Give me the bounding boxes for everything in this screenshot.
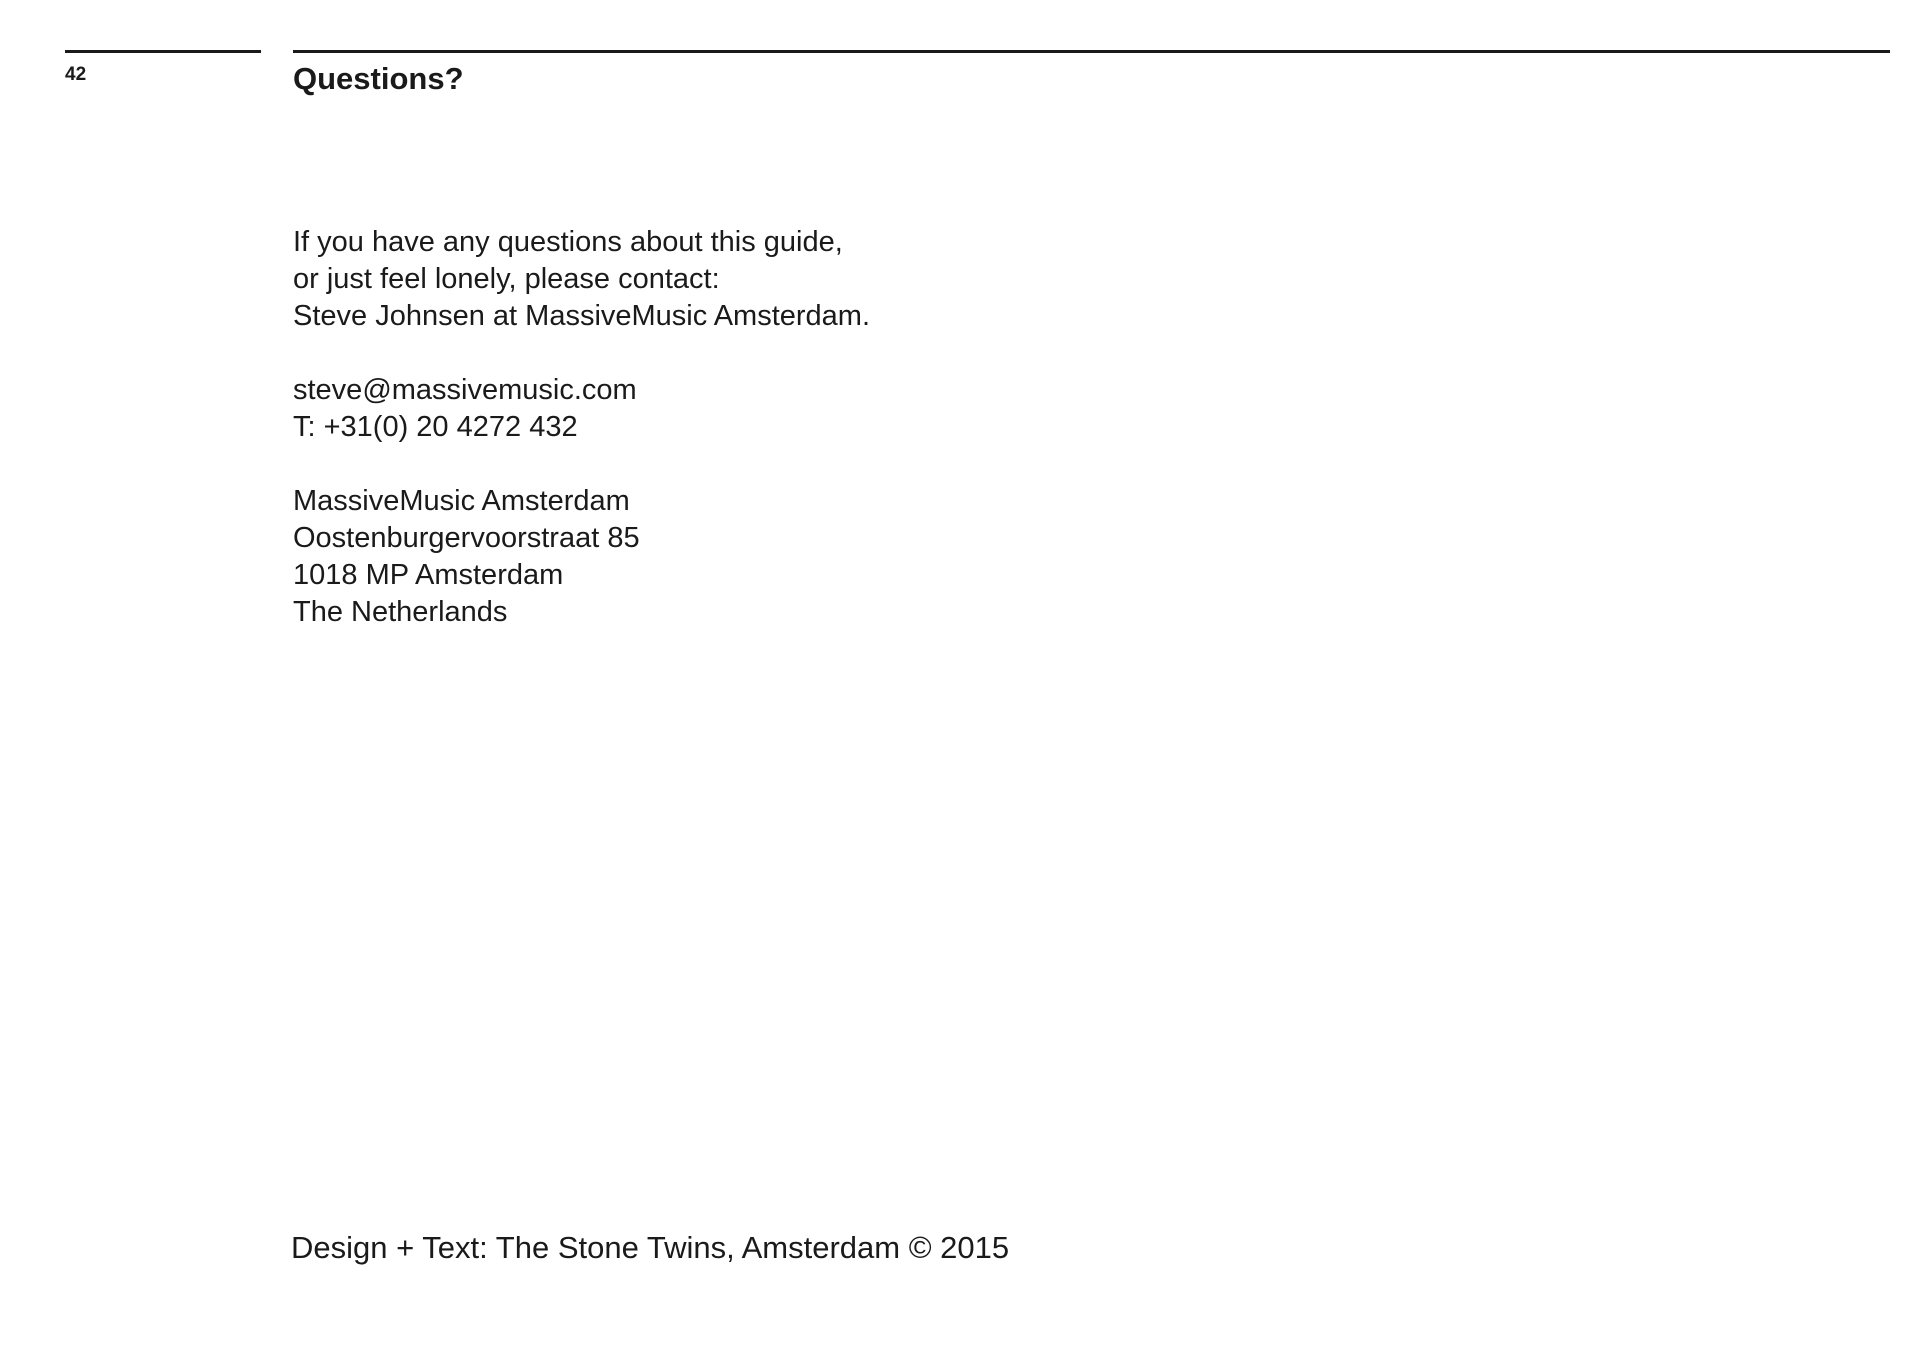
- contact-details: [293, 372, 870, 446]
- address-line: Oostenburgervoorstraat 85: [293, 522, 640, 554]
- intro-paragraph: [293, 224, 870, 335]
- intro-line: Steve Johnsen at MassiveMusic Amsterdam.: [293, 300, 871, 332]
- page-number: 42: [65, 64, 87, 85]
- address-line: 1018 MP Amsterdam: [293, 559, 564, 591]
- address-line: The Netherlands: [293, 596, 508, 628]
- postal-address: [293, 483, 870, 631]
- phone-number: T: +31(0) 20 4272 432: [293, 411, 578, 443]
- address-line: MassiveMusic Amsterdam: [293, 485, 630, 517]
- contact-section: [293, 224, 870, 668]
- page-title: Questions?: [293, 61, 464, 96]
- header-rule-right: [293, 50, 1890, 53]
- header-rule-left: [65, 50, 261, 53]
- intro-line: or just feel lonely, please contact:: [293, 263, 720, 295]
- email-link[interactable]: steve@massivemusic.com: [293, 374, 637, 406]
- footer-credits: Design + Text: The Stone Twins, Amsterdam © 2015: [291, 1230, 1010, 1265]
- intro-line: If you have any questions about this guide,: [293, 226, 843, 258]
